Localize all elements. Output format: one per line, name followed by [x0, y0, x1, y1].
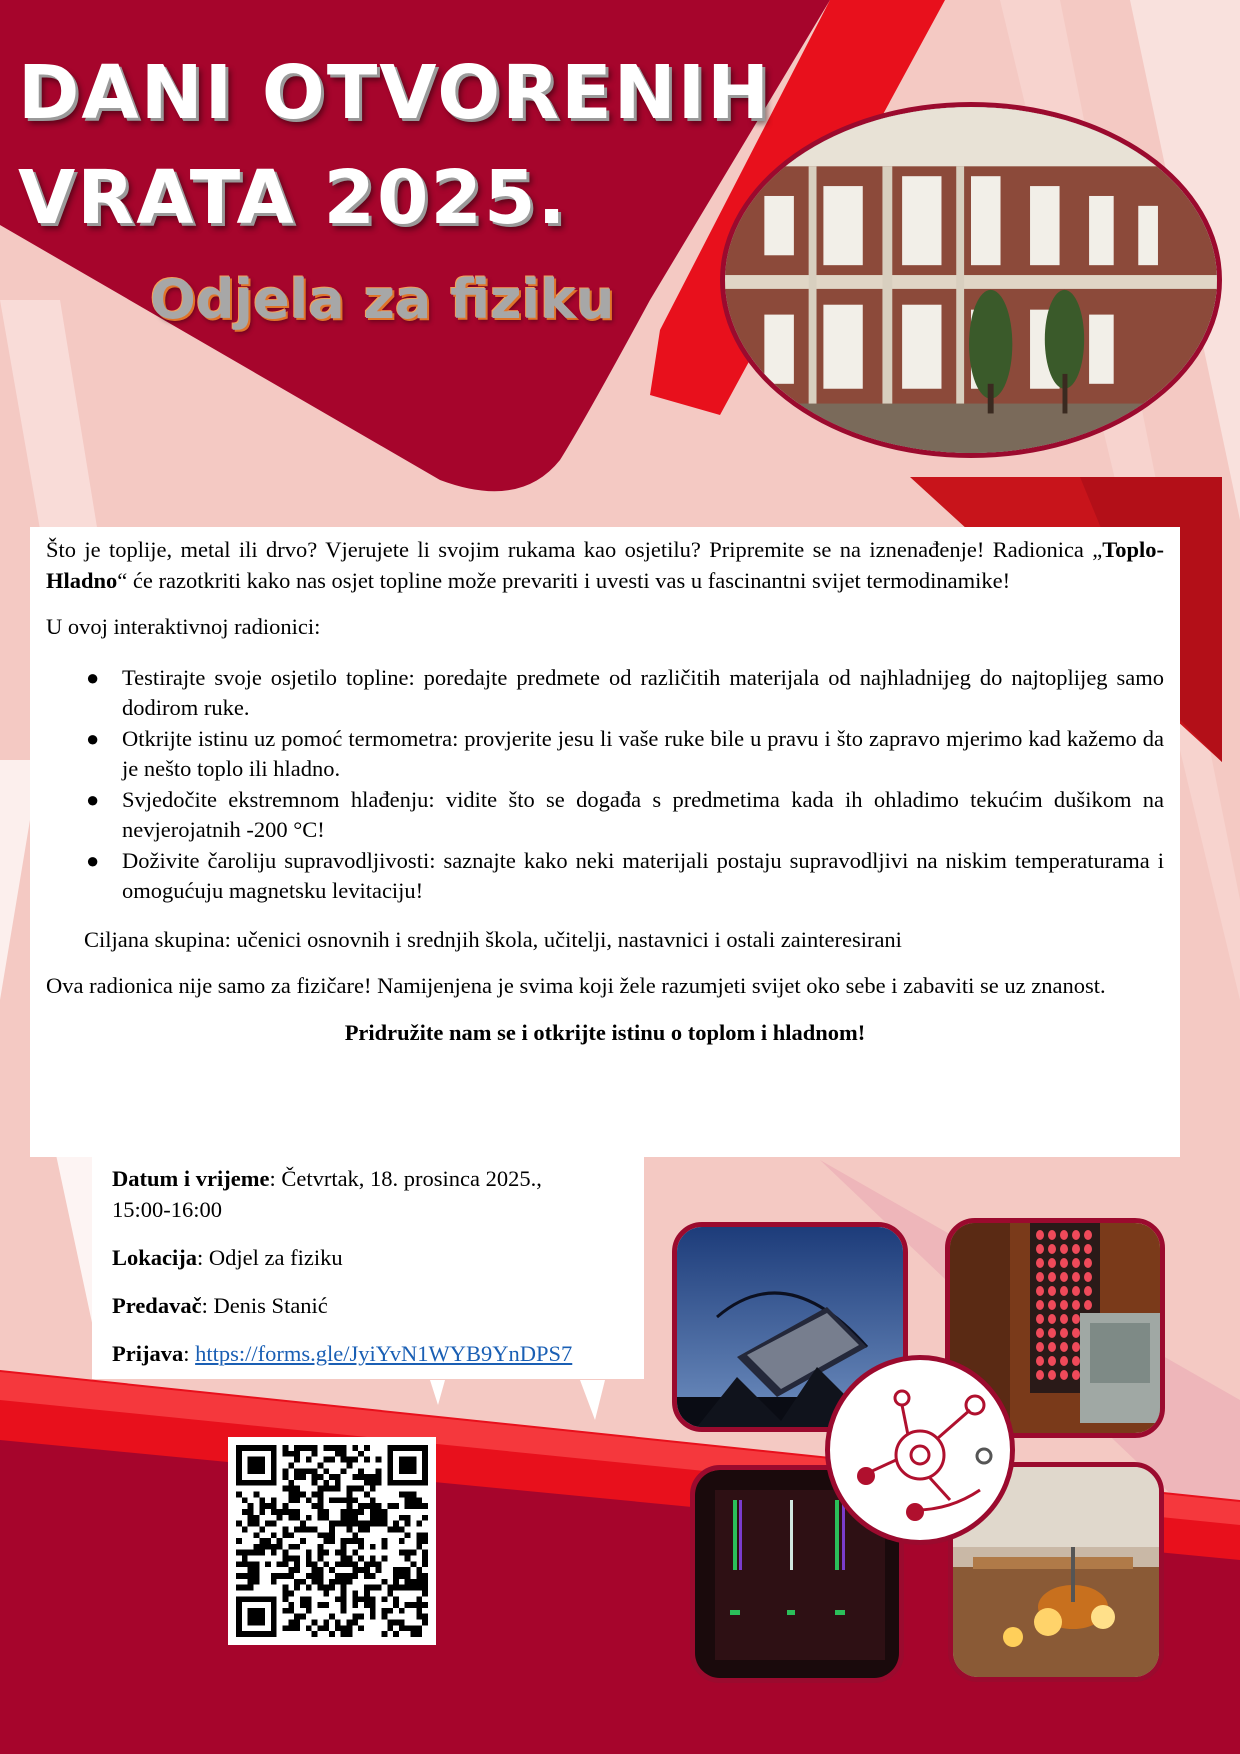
speaker-label: Predavač — [112, 1293, 202, 1318]
feature-text: Testirajte svoje osjetilo topline: poredajte predmete od različitih materijala od najhladnijeg do najtoplijeg samo dodirom ruke. — [122, 664, 1164, 720]
location-label: Lokacija — [112, 1245, 198, 1270]
location-value: : Odjel za fiziku — [197, 1245, 343, 1270]
bullet-icon: ● — [86, 847, 100, 873]
intro-text-end: “ će razotkriti kako nas osjet topline može prevariti i uvesti vas u fascinantni svijet termodinamike! — [117, 567, 1011, 593]
speaker — [112, 1290, 644, 1321]
feature-text: Otkrijte istinu uz pomoć termometra: provjerite jesu li vaše ruke bile u pravu i što zapravo mjerimo kad kažemo da je nešto toplo ili hladno. — [122, 725, 1164, 781]
location — [112, 1242, 644, 1273]
list-item — [46, 785, 1164, 846]
feature-text: Svjedočite ekstremnom hlađenju: vidite što se događa s predmetima kada ih ohladimo tekućim dušikom na nevjerojatnih -200 °C! — [122, 786, 1164, 842]
workshop-description-panel — [30, 527, 1180, 1157]
list-item — [46, 846, 1164, 907]
target-group: Ciljana skupina: učenici osnovnih i srednjih škola, učitelji, nastavnici i ostali zainteresirani — [84, 926, 902, 952]
registration-label: Prijava — [112, 1341, 184, 1366]
date-label: Datum i vrijeme — [112, 1166, 270, 1191]
list-item — [46, 663, 1164, 724]
intro-text-start: Što je toplije, metal ili drvo? Vjerujete li svojim rukama kao osjetilu? Pripremite se na iznenađenje! Radionica „ — [46, 537, 1103, 562]
qr-code[interactable] — [228, 1437, 436, 1645]
registration-link[interactable]: https://forms.gle/JyiYvN1WYB9YnDPS7 — [195, 1341, 573, 1366]
list-item — [46, 724, 1164, 785]
date-time — [112, 1163, 644, 1225]
feature-text: Doživite čaroliju supravodljivosti: saznajte kako neki materijali postaju supravodljivi na niskim temperaturama i omogućuju magnetsku levitaciju! — [122, 847, 1164, 903]
time-value: 15:00-16:00 — [112, 1197, 222, 1222]
subtitle: Odjela za fiziku — [150, 268, 615, 331]
list-lead: U ovoj interaktivnoj radionici: — [46, 614, 321, 639]
workshop-name: Toplo-Hladno — [46, 537, 1164, 593]
building-photo — [720, 102, 1222, 458]
speaker-value: : Denis Stanić — [201, 1293, 328, 1318]
closing-paragraph: Ova radionica nije samo za fizičare! Namijenjena je svima koji žele razumjeti svijet oko sebe i zabaviti se uz znanost. — [46, 973, 1106, 998]
title-line-1: DANI OTVORENIH — [18, 50, 772, 136]
title-line-2: VRATA 2025. — [18, 155, 568, 241]
event-details-panel — [92, 1157, 644, 1379]
department-logo — [825, 1355, 1015, 1545]
bullet-icon: ● — [86, 664, 100, 690]
date-value: : Četvrtak, 18. prosinca 2025., — [269, 1166, 542, 1191]
call-to-action: Pridružite nam se i otkrijte istinu o toplom i hladnom! — [344, 1019, 866, 1045]
registration-separator: : — [183, 1341, 196, 1366]
bullet-icon: ● — [86, 725, 100, 751]
bullet-icon: ● — [86, 786, 100, 812]
intro-paragraph — [46, 535, 1164, 596]
feature-list — [46, 663, 1164, 907]
registration — [112, 1338, 644, 1369]
